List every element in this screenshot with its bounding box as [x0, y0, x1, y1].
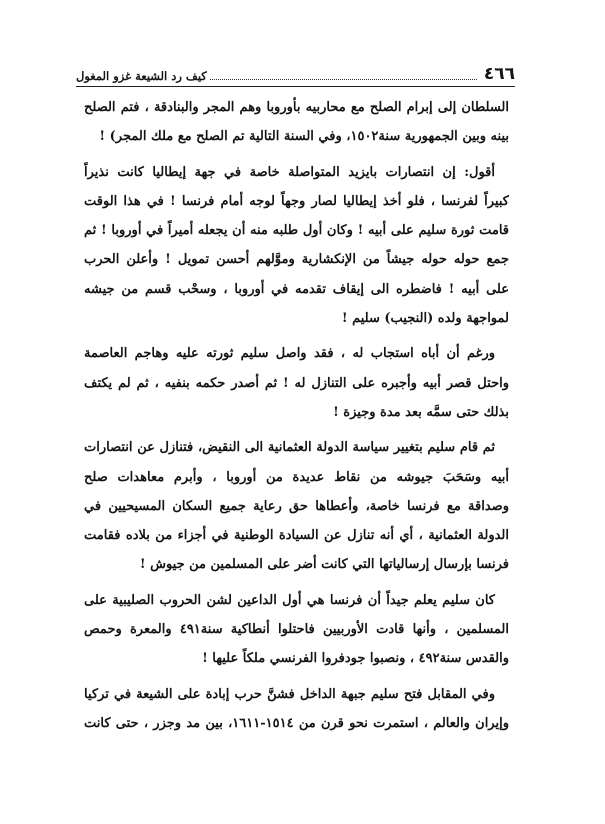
body-text	[84, 93, 509, 738]
text-line: السلطان إلى إبرام الصلح مع محاربيه بأوروبا وهم المجر والبنادقة ، فتم الصلح	[84, 100, 509, 115]
text-line: ورغم أن أباه استجاب له ، فقد واصل سليم ثورته عليه وهاجم العاصمة	[84, 346, 495, 362]
paragraph-5	[84, 586, 509, 674]
text-line: قامت ثورة سليم على أبيه ! وكان أول طلبه منه أن يجعله أميراً في أوروبا ! ثم	[84, 223, 509, 239]
paragraph-6	[84, 680, 509, 739]
text-line: أبيه وسَحَبَ جيوشه من نقاط عديدة من أوروبا ، وأبرم معاهدات صلح	[84, 469, 509, 485]
text-line: على أبيه ! فاضطره الى إيقاف تقدمه في أوروبا ، وسحْب قسم من جيشه	[84, 281, 509, 297]
text-line: بينه وبين الجمهورية سنة١٥٠٢، وفي السنة التالية تم الصلح مع ملك المجر) !	[99, 129, 509, 145]
text-line: أقول: إن انتصارات بايزيد المتواصلة خاصة في جهة إيطاليا كانت نذيراً	[84, 164, 495, 180]
text-line: واحتل قصر أبيه وأجبره على التنازل له ! ثم أصدر حكمه بنفيه ، ثم لم يكتف	[84, 375, 509, 391]
paragraph-3	[84, 339, 509, 427]
text-line: وفي المقابل فتح سليم جبهة الداخل فشنَّ حرب إبادة على الشيعة في تركيا	[84, 686, 495, 702]
text-line: والقدس سنة٤٩٢ ، ونصبوا جودفروا الفرنسي ملكاً عليها !	[202, 651, 509, 667]
text-line: ثم قام سليم بتغيير سياسة الدولة العثمانية الى النقيض، فتنازل عن انتصارات	[84, 440, 495, 456]
text-line: وإيران والعالم ، استمرت نحو قرن من ١٥١٤-١٦١١، بين مد وجزر ، حتى كانت	[84, 715, 509, 731]
text-line: كبيراً لفرنسا ، فلو أخذ إيطاليا لصار وجهاً لوجه أمام فرنسا ! في هذا الوقت	[84, 193, 509, 209]
text-line: لمواجهة ولده (النجيب) سليم !	[341, 311, 509, 327]
dot-leader	[210, 78, 477, 80]
text-line: كان سليم يعلم جيداً أن فرنسا هي أول الداعين لشن الحروب الصليبية على	[84, 592, 495, 608]
running-title: كيف رد الشيعة غزو المغول	[76, 69, 207, 83]
text-line: بذلك حتى سمَّه بعد مدة وجيزة !	[333, 404, 509, 420]
text-line: الدولة العثمانية ، أي أنه تنازل عن السيادة الوطنية في أجزاء من بلاده فقامت	[84, 528, 509, 544]
paragraph-4	[84, 433, 509, 579]
page-header	[76, 56, 515, 84]
paragraph-1	[84, 93, 509, 152]
paragraph-2	[84, 158, 509, 334]
text-line: المسلمين ، وأنها قادت الأوربيين فاحتلوا أنطاكية سنة٤٩١ والمعرة وحمص	[84, 622, 509, 638]
page-number: ٤٦٦	[483, 64, 515, 84]
text-line: جمع حوله حوله جيشاً من الإنكشارية وموَّلهم أحسن تمويل ! وأعلن الحرب	[84, 252, 509, 268]
text-line: وصداقة مع فرنسا خاصة، وأعطاها حق رعاية جميع السكان المسيحيين في	[84, 498, 509, 514]
header-rule	[76, 86, 515, 87]
text-line: فرنسا بإرسال إرسالياتها التي كانت أضر على المسلمين من جيوش !	[139, 557, 509, 573]
